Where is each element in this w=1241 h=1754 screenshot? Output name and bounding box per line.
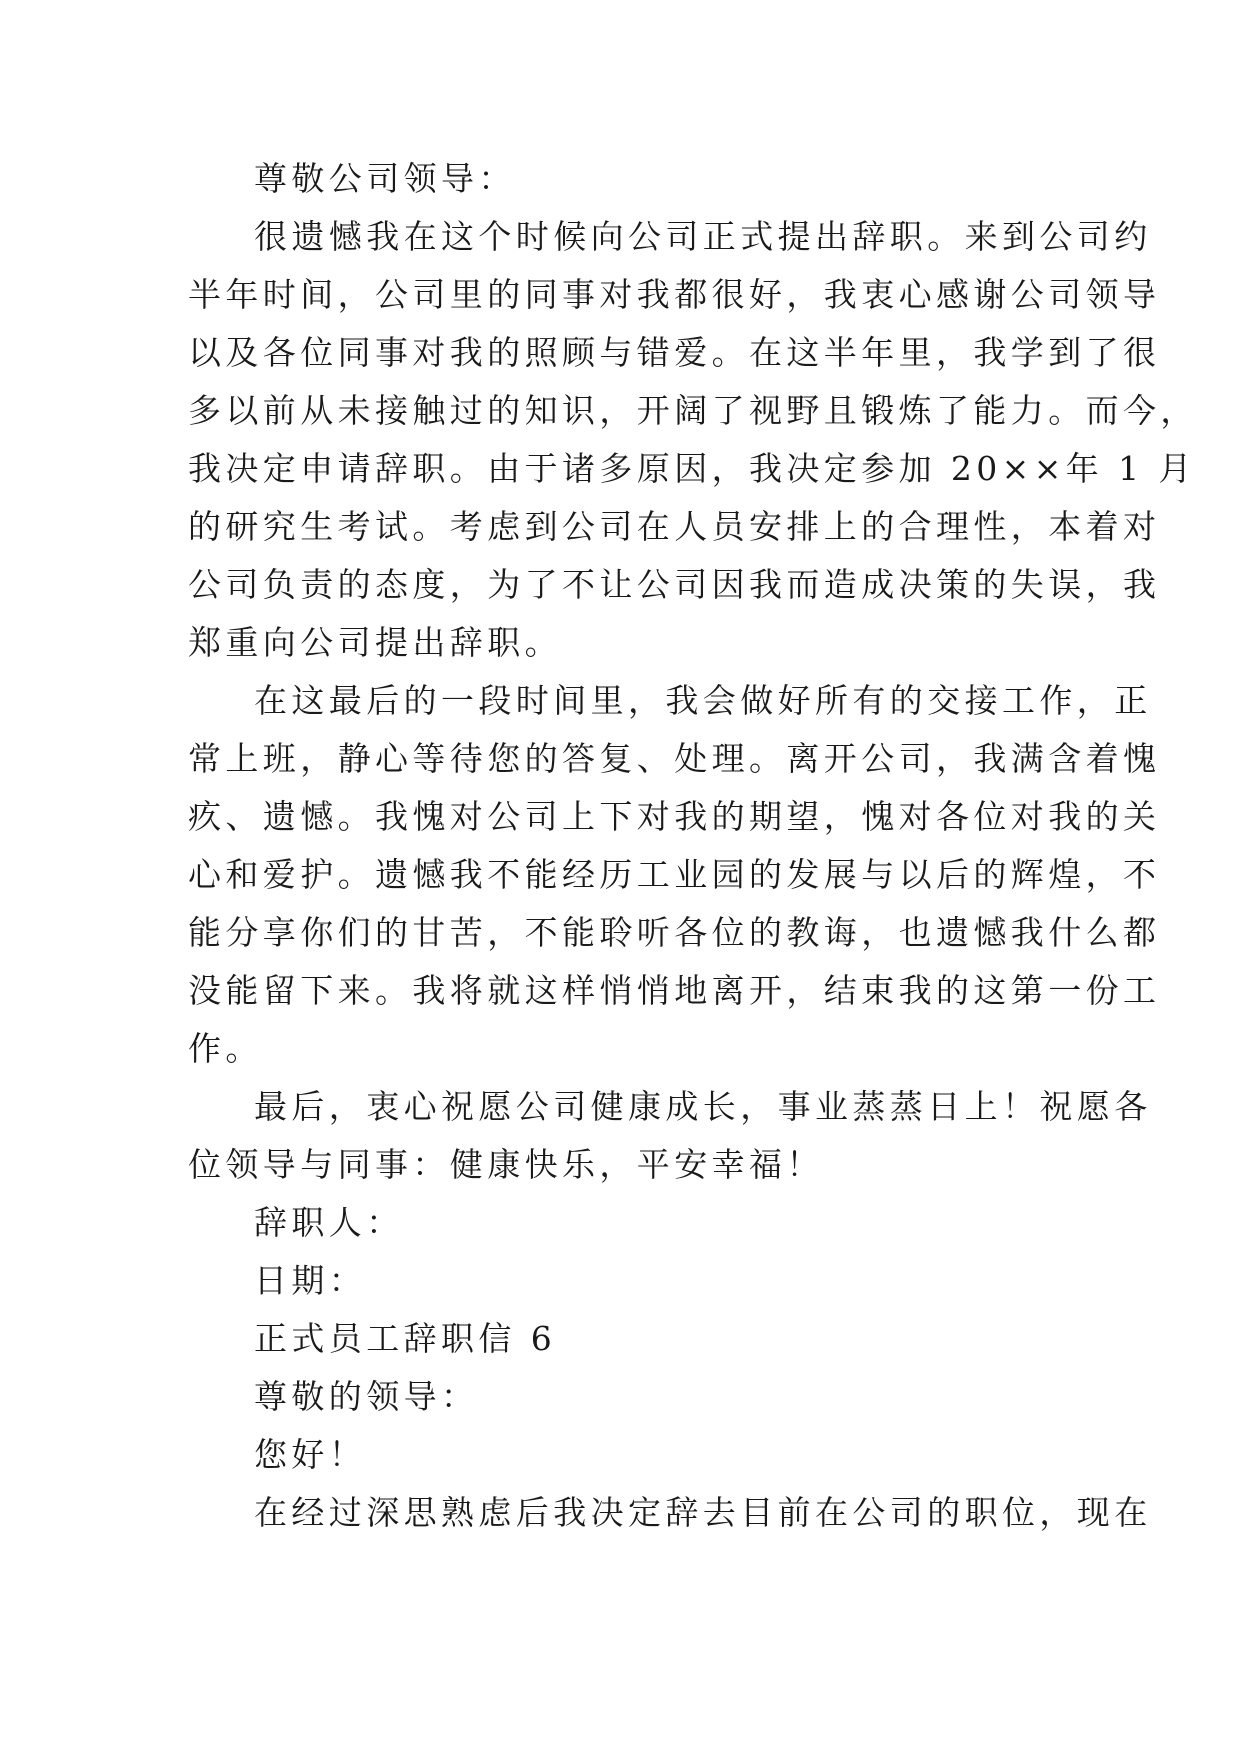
text-line: 郑重向公司提出辞职。 — [188, 623, 562, 662]
text-line: 您好！ — [254, 1435, 367, 1474]
text-line: 辞职人： — [254, 1203, 404, 1242]
text-line: 没能留下来。我将就这样悄悄地离开，结束我的这第一份工 — [188, 971, 1161, 1010]
text-line: 能分享你们的甘苦，不能聆听各位的教诲，也遗憾我什么都 — [188, 913, 1161, 952]
text-line: 作。 — [188, 1029, 263, 1068]
text-line: 我决定申请辞职。由于诸多原因，我决定参加 20××年 1 月 — [188, 449, 1196, 488]
text-line: 以及各位同事对我的照顾与错爱。在这半年里，我学到了很 — [188, 333, 1161, 372]
document-body — [188, 150, 1198, 1542]
text-line: 日期： — [254, 1261, 367, 1300]
text-line: 正式员工辞职信 6 — [254, 1319, 557, 1358]
text-line: 在经过深思熟虑后我决定辞去目前在公司的职位，现在 — [254, 1493, 1152, 1532]
text-line: 在这最后的一段时间里，我会做好所有的交接工作，正 — [254, 681, 1152, 720]
text-line: 心和爱护。遗憾我不能经历工业园的发展与以后的辉煌，不 — [188, 855, 1161, 894]
text-line: 常上班，静心等待您的答复、处理。离开公司，我满含着愧 — [188, 739, 1161, 778]
text-line: 公司负责的态度，为了不让公司因我而造成决策的失误，我 — [188, 565, 1161, 604]
text-line: 的研究生考试。考虑到公司在人员安排上的合理性，本着对 — [188, 507, 1161, 546]
text-line: 疚、遗憾。我愧对公司上下对我的期望，愧对各位对我的关 — [188, 797, 1161, 836]
text-line: 多以前从未接触过的知识，开阔了视野且锻炼了能力。而今， — [188, 391, 1198, 430]
text-line: 很遗憾我在这个时候向公司正式提出辞职。来到公司约 — [254, 217, 1152, 256]
text-line: 最后，衷心祝愿公司健康成长，事业蒸蒸日上！祝愿各 — [254, 1087, 1152, 1126]
text-line: 尊敬的领导： — [254, 1377, 479, 1416]
text-line: 半年时间，公司里的同事对我都很好，我衷心感谢公司领导 — [188, 275, 1161, 314]
text-line: 尊敬公司领导： — [254, 159, 516, 198]
text-line: 位领导与同事：健康快乐，平安幸福！ — [188, 1145, 824, 1184]
